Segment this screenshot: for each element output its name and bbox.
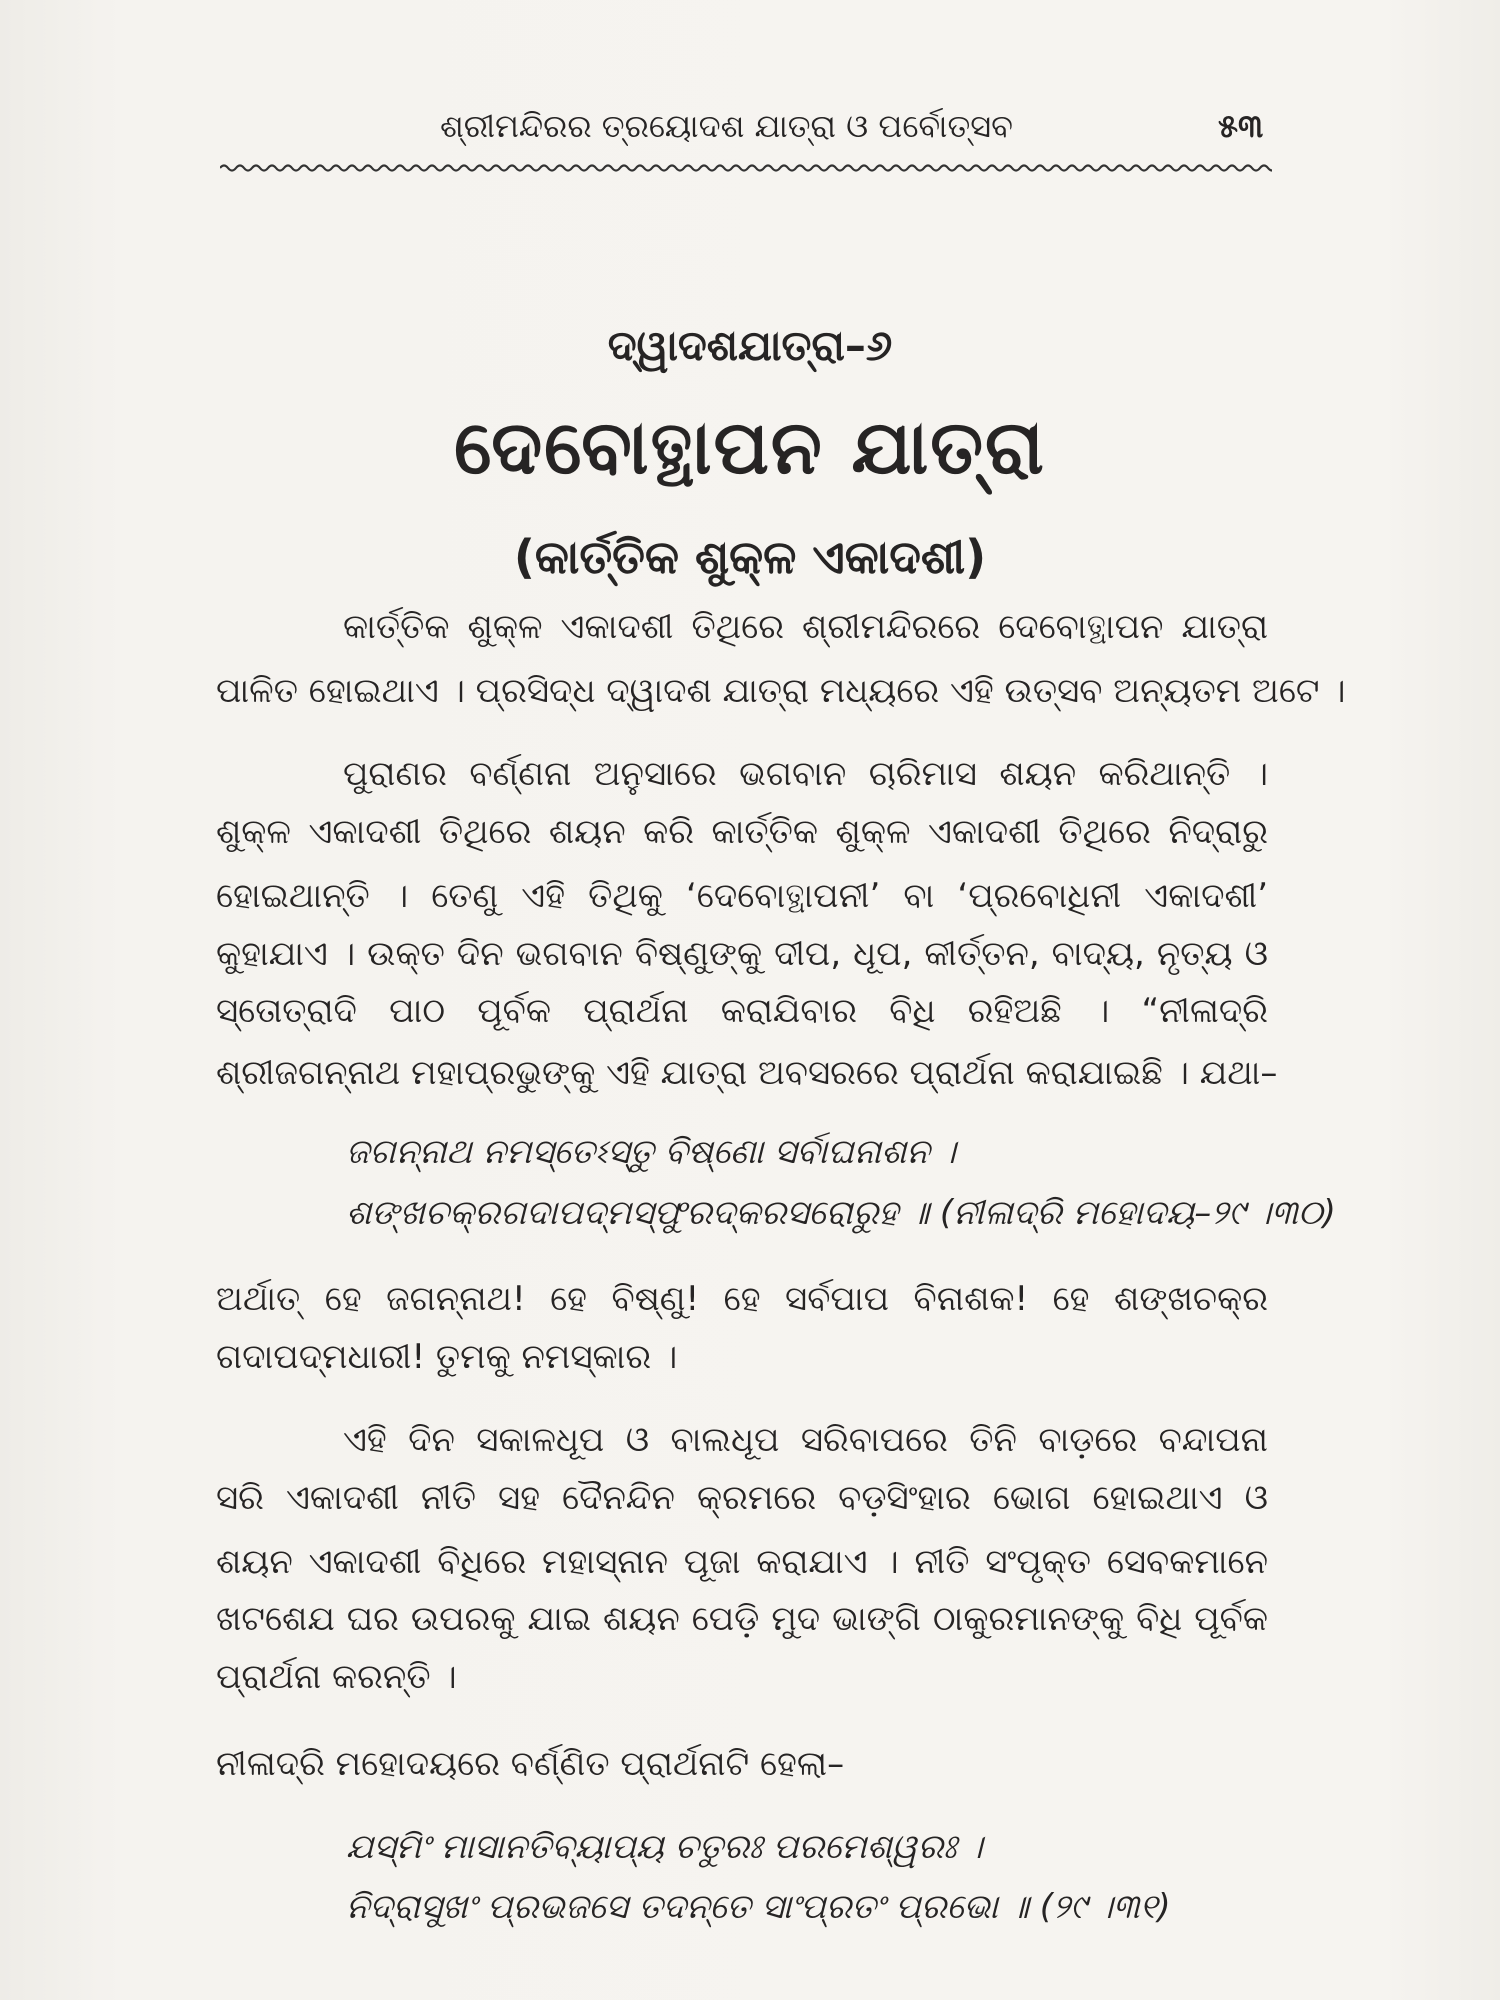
verse-line: ଜଗନ୍ନାଥ ନମସ୍ତେଽସ୍ତୁ ବିଷ୍ଣୋ ସର୍ବାଘନାଶନ ।: [346, 1132, 956, 1172]
paragraph-line: ପ୍ରାର୍ଥନା କରନ୍ତି ।: [216, 1657, 457, 1697]
paragraph-line: କୁହାଯାଏ । ଉକ୍ତ ଦିନ ଭଗବାନ ବିଷ୍ଣୁଙ୍କୁ ଦୀପ, ଧୂପ, କୀର୍ତ୍ତନ, ବାଦ୍ୟ, ନୃତ୍ୟ ଓ: [216, 934, 1268, 974]
page-title: ଦେବୋତ୍ଥାପନ ଯାତ୍ରା: [454, 405, 1046, 491]
paragraph-line: ନୀଳାଦ୍ରି ମହୋଦୟରେ ବର୍ଣ୍ଣିତ ପ୍ରାର୍ଥନାଟି ହେଲା–: [216, 1744, 845, 1784]
paragraph-line: ଶ୍ରୀଜଗନ୍ନାଥ ମହାପ୍ରଭୁଙ୍କୁ ଏହି ଯାତ୍ରା ଅବସରରେ ପ୍ରାର୍ଥନା କରାଯାଇଛି । ଯଥା–: [216, 1053, 1278, 1093]
paragraph-line: ସ୍ତୋତ୍ରାଦି ପାଠ ପୂର୍ବକ ପ୍ରାର୍ଥନା କରାଯିବାର ବିଧି ରହିଅଛି । “ନୀଳାଦ୍ରି: [216, 991, 1268, 1031]
wavy-divider: [220, 160, 1272, 176]
paragraph-line: ଶୁକ୍ଳ ଏକାଦଶୀ ତିଥିରେ ଶୟନ କରି କାର୍ତ୍ତିକ ଶୁକ୍ଳ ଏକାଦଶୀ ତିଥିରେ ନିଦ୍ରାରୁ: [216, 812, 1268, 852]
paragraph-line: ଖଟଶେଯ ଘର ଉପରକୁ ଯାଇ ଶୟନ ପେଡ଼ି ମୁଦ ଭାଙ୍ଗି ଠାକୁରମାନଙ୍କୁ ବିଧି ପୂର୍ବକ: [216, 1599, 1268, 1639]
paragraph-line: ସରି ଏକାଦଶୀ ନୀତି ସହ ଦୈନନ୍ଦିନ କ୍ରମରେ ବଡ଼ସିଂହାର ଭୋଗ ହୋଇଥାଏ ଓ: [216, 1478, 1268, 1518]
paragraph-line: କାର୍ତ୍ତିକ ଶୁକ୍ଳ ଏକାଦଶୀ ତିଥିରେ ଶ୍ରୀମନ୍ଦିରରେ ଦେବୋତ୍ଥାପନ ଯାତ୍ରା: [343, 607, 1268, 647]
paragraph-line: ପାଳିତ ହୋଇଥାଏ । ପ୍ରସିଦ୍ଧ ଦ୍ୱାଦଶ ଯାତ୍ରା ମଧ୍ୟରେ ଏହି ଉତ୍ସବ ଅନ୍ୟତମ ଅଟେ ।: [216, 671, 1346, 711]
paragraph-line: ଅର୍ଥାତ୍ ହେ ଜଗନ୍ନାଥ! ହେ ବିଷ୍ଣୁ! ହେ ସର୍ବପାପ ବିନାଶକ! ହେ ଶଙ୍ଖଚକ୍ର: [216, 1279, 1268, 1319]
paragraph-line: ଗଦାପଦ୍ମଧାରୀ! ତୁମକୁ ନମସ୍କାର ।: [216, 1337, 678, 1377]
running-header: ଶ୍ରୀମନ୍ଦିରର ତ୍ରୟୋଦଶ ଯାତ୍ରା ଓ ପର୍ବୋତ୍ସବ: [440, 107, 1013, 145]
page-number: ୫୩: [1218, 107, 1264, 145]
paragraph-line: ଏହି ଦିନ ସକାଳଧୂପ ଓ ବାଲଧୂପ ସରିବାପରେ ତିନି ବାଡ଼ରେ ବନ୍ଦାପନା: [343, 1420, 1268, 1460]
verse-line: ଯସ୍ମିଂ ମାସାନତିବ୍ୟାପ୍ୟ ଚତୁରଃ ପରମେଶ୍ୱରଃ ।: [346, 1827, 983, 1867]
paragraph-line: ପୁରାଣର ବର୍ଣ୍ଣନା ଅନୁସାରେ ଭଗବାନ ଚାରିମାସ ଶୟନ କରିଥାନ୍ତି ।: [343, 754, 1268, 794]
paragraph-line: ହୋଇଥାନ୍ତି । ତେଣୁ ଏହି ତିଥିକୁ ‘ଦେବୋତ୍ଥାପନୀ’ ବା ‘ପ୍ରବୋଧିନୀ ଏକାଦଶୀ’: [216, 876, 1268, 916]
verse-line: ନିଦ୍ରାସୁଖଂ ପ୍ରଭଜସେ ତଦନ୍ତେ ସାଂପ୍ରତଂ ପ୍ରଭୋ ॥ (୨୯ ।୩୧): [346, 1887, 1171, 1927]
paragraph-line: ଶୟନ ଏକାଦଶୀ ବିଧିରେ ମହାସ୍ନାନ ପୂଜା କରାଯାଏ । ନୀତି ସଂପୃକ୍ତ ସେବକମାନେ: [216, 1542, 1268, 1582]
section-label: ଦ୍ୱାଦଶଯାତ୍ରା–୬: [607, 321, 893, 370]
subtitle: (କାର୍ତ୍ତିକ ଶୁକ୍ଳ ଏକାଦଶୀ): [513, 530, 987, 584]
verse-line: ଶଙ୍ଖଚକ୍ରଗଦାପଦ୍ମସ୍ଫୁରଦ୍‌କରସରୋରୁହ ॥ (ନୀଳାଦ୍ରି ମହୋଦୟ–୨୯ ।୩୦): [346, 1193, 1336, 1233]
